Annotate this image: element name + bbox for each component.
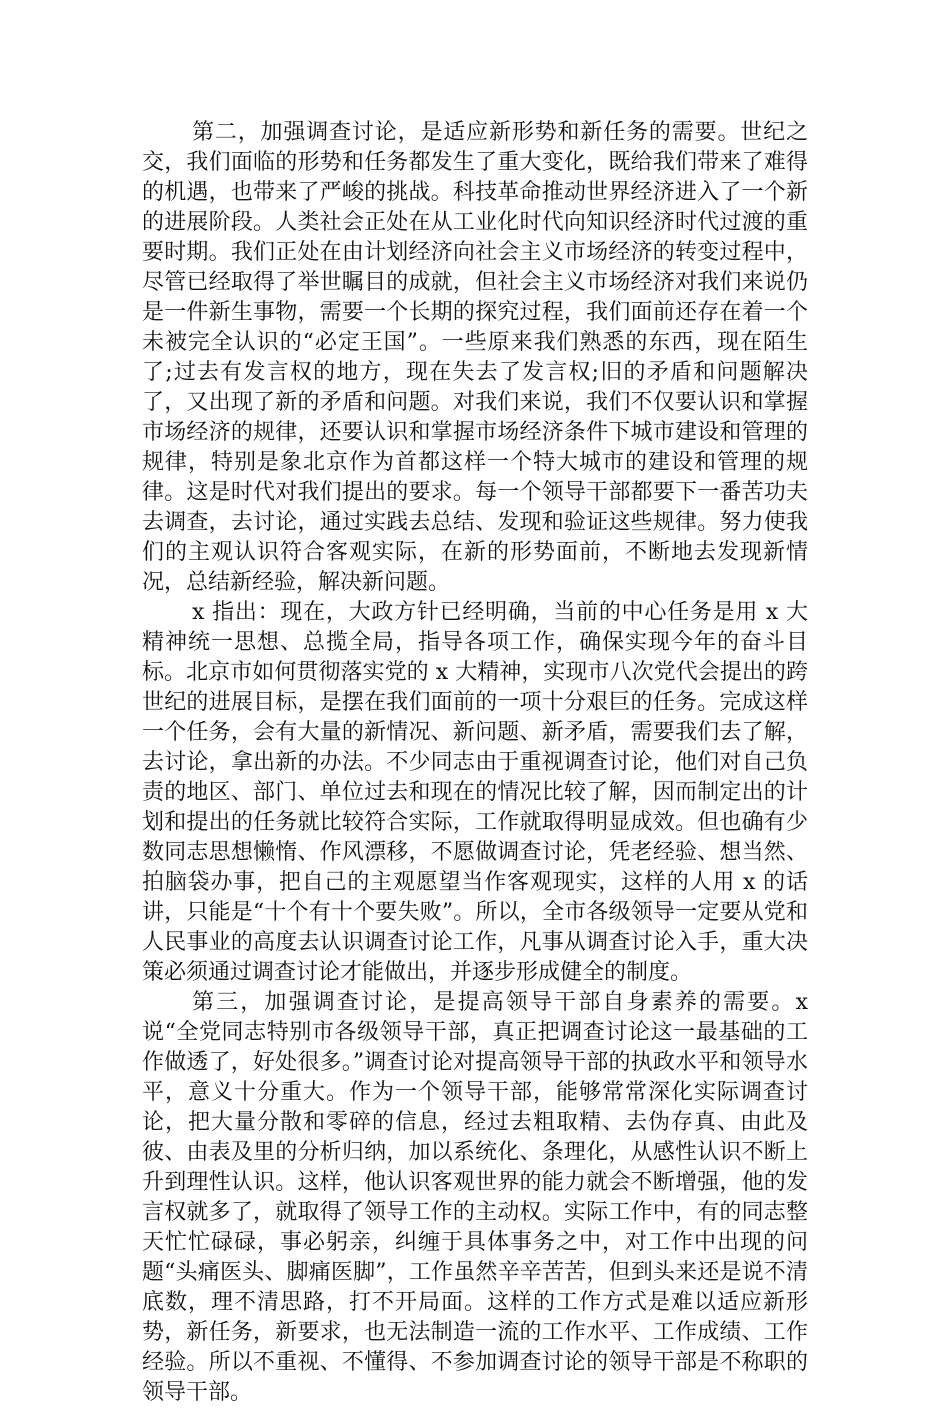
paragraph-quote-pointed-out: x 指出：现在，大政方针已经明确，当前的中心任务是用 x 大精神统一思想、总揽全局，指导各项工作，确保实现今年的奋斗目标。北京市如何贯彻落实党的 x 大精神，实现市八次党代会提出的跨世纪的进展目标，是摆在我们面前的一项十分艰巨的任务。完成这样一个任务，会有大量的新情况、新问题、新矛盾，需要我们去了解，去讨论，拿出新的办法。不少同志由于重视调查讨论，他们对自己负责的地区、部门、单位过去和现在的情况比较了解，因而制定出的计划和提出的任务就比较符合实际，工作就取得明显成效。但也确有少数同志思想懒惰、作风漂移，不愿做调查讨论，凭老经验、想当然、拍脑袋办事，把自己的主观愿望当作客观现实，这样的人用 x 的话讲，只能是“十个有十个要失败”。所以，全市各级领导一定要从党和人民事业的高度去认识调查讨论工作，凡事从调查讨论入手，重大决策必须通过调查讨论才能做出，并逐步形成健全的制度。: [142, 600, 808, 985]
paragraph-third-point: 第三，加强调查讨论，是提高领导干部自身素养的需要。x 说“全党同志特别市各级领导干部，真正把调查讨论这一最基础的工作做透了，好处很多。”调查讨论对提高领导干部的执政水平和领导水平，意义十分重大。作为一个领导干部，能够常常深化实际调查讨论，把大量分散和零碎的信息，经过去粗取精、去伪存真、由此及彼、由表及里的分析归纳，加以系统化、条理化，从感性认识不断上升到理性认识。这样，他认识客观世界的能力就会不断增强，他的发言权就多了，就取得了领导工作的主动权。实际工作中，有的同志整天忙忙碌碌，事必躬亲，纠缠于具体事务之中，对工作中出现的问题“头痛医头、脚痛医脚”，工作虽然辛辛苦苦，但到头来还是说不清底数，理不清思路，打不开局面。这样的工作方式是难以适应新形势，新任务，新要求，也无法制造一流的工作水平、工作成绩、工作经验。所以不重视、不懂得、不参加调查讨论的领导干部是不称职的领导干部。: [142, 990, 808, 1405]
paragraph-second-point: 第二，加强调查讨论，是适应新形势和新任务的需要。世纪之交，我们面临的形势和任务都发生了重大变化，既给我们带来了难得的机遇，也带来了严峻的挑战。科技革命推动世界经济进入了一个新的进展阶段。人类社会正处在从工业化时代向知识经济时代过渡的重要时期。我们正处在由计划经济向社会主义市场经济的转变过程中，尽管已经取得了举世瞩目的成就，但社会主义市场经济对我们来说仍是一件新生事物，需要一个长期的探究过程，我们面前还存在着一个未被完全认识的“必定王国”。一些原来我们熟悉的东西，现在陌生了;过去有发言权的地方，现在失去了发言权;旧的矛盾和问题解决了，又出现了新的矛盾和问题。对我们来说，我们不仅要认识和掌握市场经济的规律，还要认识和掌握市场经济条件下城市建设和管理的规律，特别是象北京作为首都这样一个特大城市的建设和管理的规律。这是时代对我们提出的要求。每一个领导干部都要下一番苦功夫去调查，去讨论，通过实践去总结、发现和验证这些规律。努力使我们的主观认识符合客观实际，在新的形势面前，不断地去发现新情况，总结新经验，解决新问题。: [142, 120, 808, 595]
document-body: [142, 118, 808, 1408]
